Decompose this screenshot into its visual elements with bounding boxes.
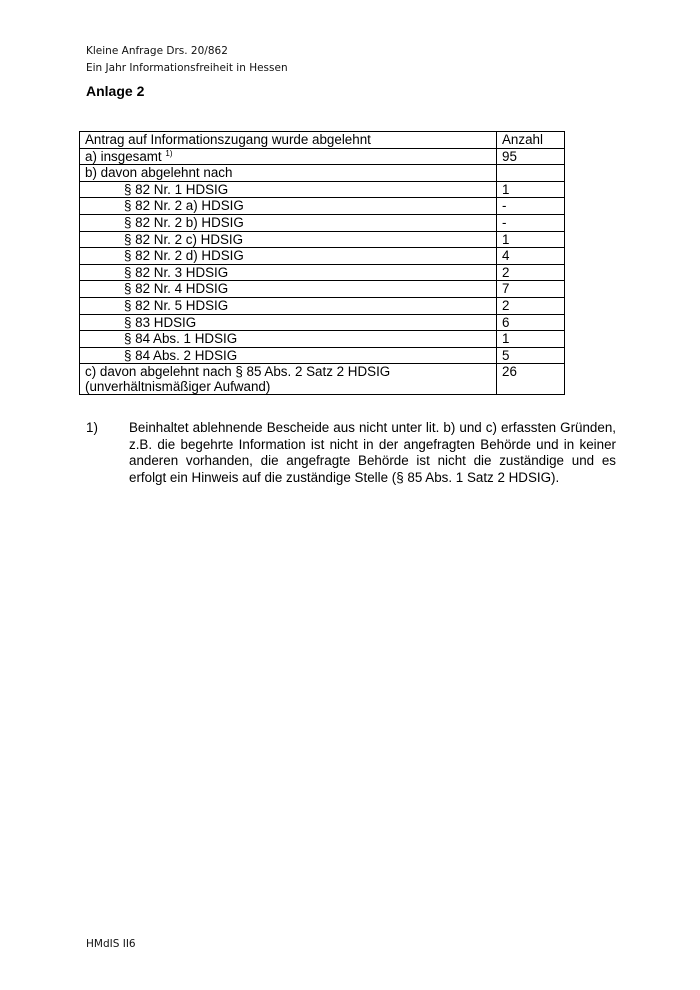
row-label-cell: § 83 HDSIG bbox=[80, 314, 497, 331]
header-value-cell: Anzahl bbox=[497, 132, 565, 149]
footnote bbox=[86, 420, 616, 486]
row-value-cell: 2 bbox=[497, 297, 565, 314]
row-value-cell: 1 bbox=[497, 231, 565, 248]
row-value-cell: 2 bbox=[497, 264, 565, 281]
header-subject: Ein Jahr Informationsfreiheit in Hessen bbox=[86, 62, 288, 74]
row-label-cell: § 82 Nr. 2 a) HDSIG bbox=[80, 198, 497, 215]
row-value-cell: - bbox=[497, 214, 565, 231]
total-label: a) insgesamt bbox=[85, 148, 162, 164]
footnote-mark: 1) bbox=[86, 420, 98, 435]
table-row bbox=[80, 214, 565, 231]
section-c-label-cell bbox=[80, 364, 497, 395]
table-row-total bbox=[80, 148, 565, 165]
table-row-section-c bbox=[80, 364, 565, 395]
row-value-cell: 6 bbox=[497, 314, 565, 331]
row-label-cell: § 82 Nr. 2 d) HDSIG bbox=[80, 248, 497, 265]
row-label-cell: § 84 Abs. 1 HDSIG bbox=[80, 331, 497, 348]
section-b-value-cell bbox=[497, 165, 565, 182]
header-reference: Kleine Anfrage Drs. 20/862 bbox=[86, 45, 228, 57]
table-row bbox=[80, 181, 565, 198]
table-row bbox=[80, 314, 565, 331]
table-row bbox=[80, 231, 565, 248]
row-value-cell: 1 bbox=[497, 331, 565, 348]
section-c-label-line2: (unverhältnismäßiger Aufwand) bbox=[85, 379, 271, 395]
row-value-cell: 5 bbox=[497, 347, 565, 364]
footnote-reference: 1) bbox=[165, 148, 173, 158]
annex-title: Anlage 2 bbox=[86, 83, 145, 99]
total-label-cell bbox=[80, 148, 497, 165]
table-row-section-b bbox=[80, 165, 565, 182]
row-value-cell: - bbox=[497, 198, 565, 215]
row-label-cell: § 82 Nr. 2 c) HDSIG bbox=[80, 231, 497, 248]
row-value-cell: 1 bbox=[497, 181, 565, 198]
table-row bbox=[80, 264, 565, 281]
row-label-cell: § 82 Nr. 5 HDSIG bbox=[80, 297, 497, 314]
document-footer: HMdIS II6 bbox=[86, 938, 136, 950]
row-label-cell: § 82 Nr. 4 HDSIG bbox=[80, 281, 497, 298]
table-row bbox=[80, 198, 565, 215]
row-label-cell: § 82 Nr. 3 HDSIG bbox=[80, 264, 497, 281]
document-header bbox=[86, 43, 288, 77]
table-row bbox=[80, 297, 565, 314]
row-value-cell: 7 bbox=[497, 281, 565, 298]
rejection-table bbox=[79, 131, 565, 395]
section-c-label-line1: c) davon abgelehnt nach § 85 Abs. 2 Satz 2 HDSIG bbox=[85, 364, 391, 380]
table-body bbox=[80, 132, 565, 395]
table-header-row bbox=[80, 132, 565, 149]
table-row bbox=[80, 331, 565, 348]
total-value-cell: 95 bbox=[497, 148, 565, 165]
table-row bbox=[80, 281, 565, 298]
row-value-cell: 4 bbox=[497, 248, 565, 265]
row-label-cell: § 82 Nr. 2 b) HDSIG bbox=[80, 214, 497, 231]
row-label-cell: § 84 Abs. 2 HDSIG bbox=[80, 347, 497, 364]
table-row bbox=[80, 347, 565, 364]
section-b-label-cell: b) davon abgelehnt nach bbox=[80, 165, 497, 182]
header-label-cell: Antrag auf Informationszugang wurde abgelehnt bbox=[80, 132, 497, 149]
row-label-cell: § 82 Nr. 1 HDSIG bbox=[80, 181, 497, 198]
table-row bbox=[80, 248, 565, 265]
section-c-value-cell: 26 bbox=[497, 364, 565, 395]
footnote-text: Beinhaltet ablehnende Bescheide aus nicht unter lit. b) und c) erfassten Gründen, z.B. die begehrte Information ist nicht in der angefragten Behörde und in keiner anderen vorhanden, die angefragte Behörde ist nicht die zuständige und es erfolgt ein Hinweis auf die zuständige Stelle (§ 85 Abs. 1 Satz 2 HDSIG). bbox=[129, 420, 616, 485]
